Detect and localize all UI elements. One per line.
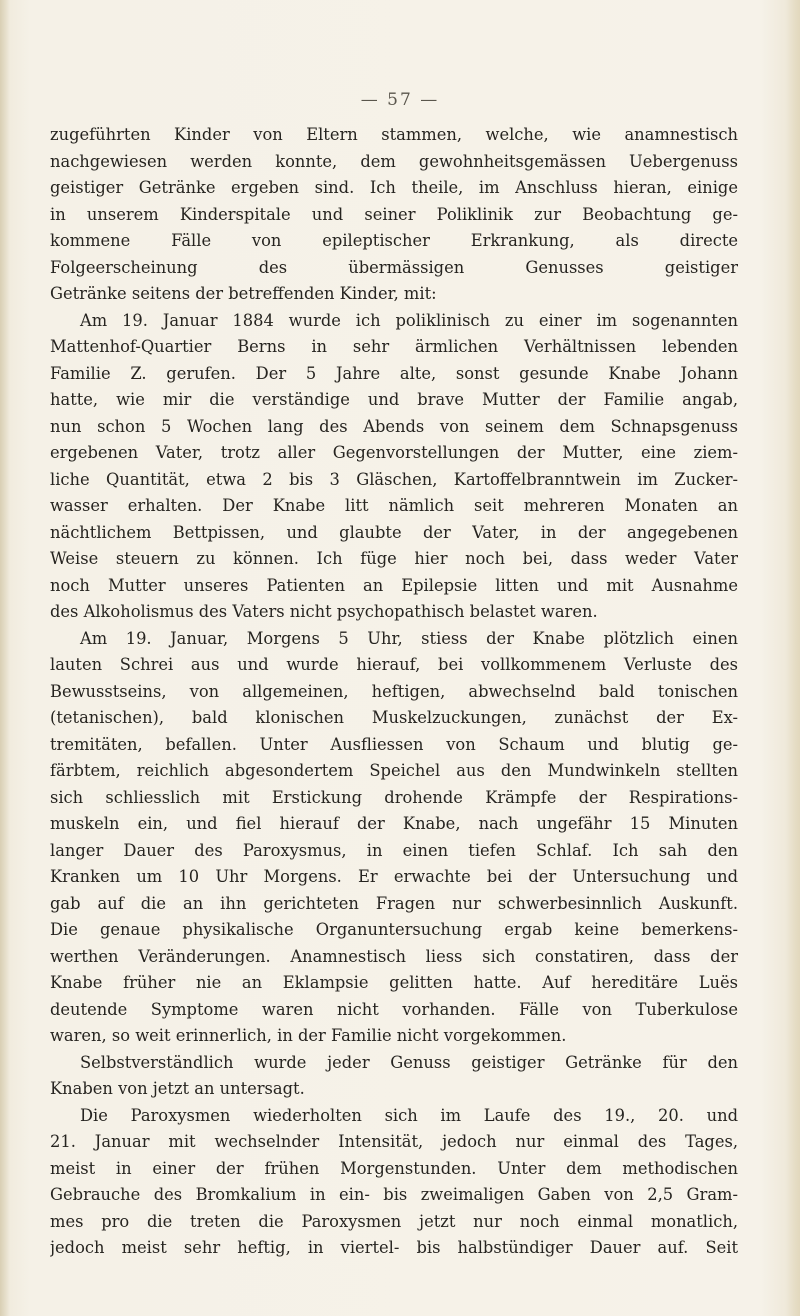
body-text	[50, 122, 738, 1262]
text-line: Getränke seitens der betreffenden Kinder, mit:	[50, 284, 437, 303]
text-line: Mattenhof-Quartier Berns in sehr ärmlichen Verhältnissen lebenden	[50, 337, 738, 356]
text-line: jedoch meist sehr heftig, in viertel- bis halbstündiger Dauer auf. Seit	[50, 1238, 738, 1257]
text-line: deutende Symptome waren nicht vorhanden. Fälle von Tuberkulose	[50, 999, 738, 1019]
text-line: werthen Veränderungen. Anamnestisch liess sich constatiren, dass der	[50, 946, 738, 966]
text-line: Weise steuern zu können. Ich füge hier noch bei, dass weder Vater	[50, 549, 738, 568]
text-line: Die genaue physikalische Organuntersuchung ergab keine bemerkens-	[50, 920, 738, 939]
text-line: 21. Januar mit wechselnder Intensität, jedoch nur einmal des Tages,	[50, 1132, 738, 1151]
text-line: Am 19. Januar 1884 wurde ich poliklinisch zu einer im sogenannten	[80, 310, 738, 330]
text-line: Knaben von jetzt an untersagt.	[50, 1079, 305, 1098]
text-line: zugeführten Kinder von Eltern stammen, welche, wie anamnestisch	[50, 125, 738, 144]
text-line: tremitäten, befallen. Unter Ausfliessen von Schaum und blutig ge-	[50, 734, 738, 754]
text-line: langer Dauer des Paroxysmus, in einen tiefen Schlaf. Ich sah den	[50, 840, 738, 860]
text-line: Knabe früher nie an Eklampsie gelitten hatte. Auf hereditäre Luës	[50, 973, 738, 992]
text-line: Die Paroxysmen wiederholten sich im Laufe des 19., 20. und	[80, 1105, 738, 1125]
text-line: Kranken um 10 Uhr Morgens. Er erwachte bei der Untersuchung und	[50, 867, 738, 886]
page-right-edge	[786, 0, 800, 1316]
text-line: mes pro die treten die Paroxysmen jetzt nur noch einmal monatlich,	[50, 1211, 738, 1231]
text-line: Bewusstseins, von allgemeinen, heftigen, abwechselnd bald tonischen	[50, 681, 738, 701]
text-line: (tetanischen), bald klonischen Muskelzuckungen, zunächst der Ex-	[50, 708, 738, 727]
text-line: Folgeerscheinung des übermässigen Genusses geistiger	[50, 257, 738, 277]
text-line: ergebenen Vater, trotz aller Gegenvorstellungen der Mutter, eine ziem-	[50, 443, 738, 462]
text-line: muskeln ein, und fiel hierauf der Knabe, nach ungefähr 15 Minuten	[50, 814, 738, 833]
page-left-edge	[0, 0, 10, 1316]
text-line: noch Mutter unseres Patienten an Epilepsie litten und mit Ausnahme	[50, 575, 738, 595]
text-line: in unserem Kinderspitale und seiner Poliklinik zur Beobachtung ge-	[50, 204, 738, 224]
text-line: des Alkoholismus des Vaters nicht psychopathisch belastet waren.	[50, 602, 598, 621]
page-number: — 57 —	[360, 90, 440, 110]
text-line: gab auf die an ihn gerichteten Fragen nur schwerbesinnlich Auskunft.	[50, 893, 738, 913]
text-line: Familie Z. gerufen. Der 5 Jahre alte, sonst gesunde Knabe Johann	[50, 363, 738, 383]
text-line: Am 19. Januar, Morgens 5 Uhr, stiess der Knabe plötzlich einen	[80, 628, 738, 648]
text-line: Selbstverständlich wurde jeder Genuss geistiger Getränke für den	[80, 1052, 738, 1072]
text-line: hatte, wie mir die verständige und brave Mutter der Familie angab,	[50, 390, 738, 409]
text-line: geistiger Getränke ergeben sind. Ich theile, im Anschluss hieran, einige	[50, 178, 738, 197]
text-line: nun schon 5 Wochen lang des Abends von seinem dem Schnapsgenuss	[50, 416, 738, 436]
text-line: meist in einer der frühen Morgenstunden. Unter dem methodischen	[50, 1158, 738, 1178]
text-line: färbtem, reichlich abgesondertem Speichel aus den Mundwinkeln stellten	[50, 761, 738, 780]
text-line: kommene Fälle von epileptischer Erkrankung, als directe	[50, 231, 738, 250]
text-line: Gebrauche des Bromkalium in ein- bis zweimaligen Gaben von 2,5 Gram-	[50, 1185, 738, 1204]
text-line: wasser erhalten. Der Knabe litt nämlich seit mehreren Monaten an	[50, 496, 738, 515]
text-line: nächtlichem Bettpissen, und glaubte der Vater, in der angegebenen	[50, 522, 738, 542]
text-line: waren, so weit erinnerlich, in der Familie nicht vorgekommen.	[50, 1026, 567, 1045]
text-line: nachgewiesen werden konnte, dem gewohnheitsgemässen Uebergenuss	[50, 151, 738, 171]
text-line: lauten Schrei aus und wurde hierauf, bei vollkommenem Verluste des	[50, 655, 738, 674]
text-line: sich schliesslich mit Erstickung drohende Krämpfe der Respirations-	[50, 787, 738, 807]
text-line: liche Quantität, etwa 2 bis 3 Gläschen, Kartoffelbranntwein im Zucker-	[50, 469, 738, 489]
